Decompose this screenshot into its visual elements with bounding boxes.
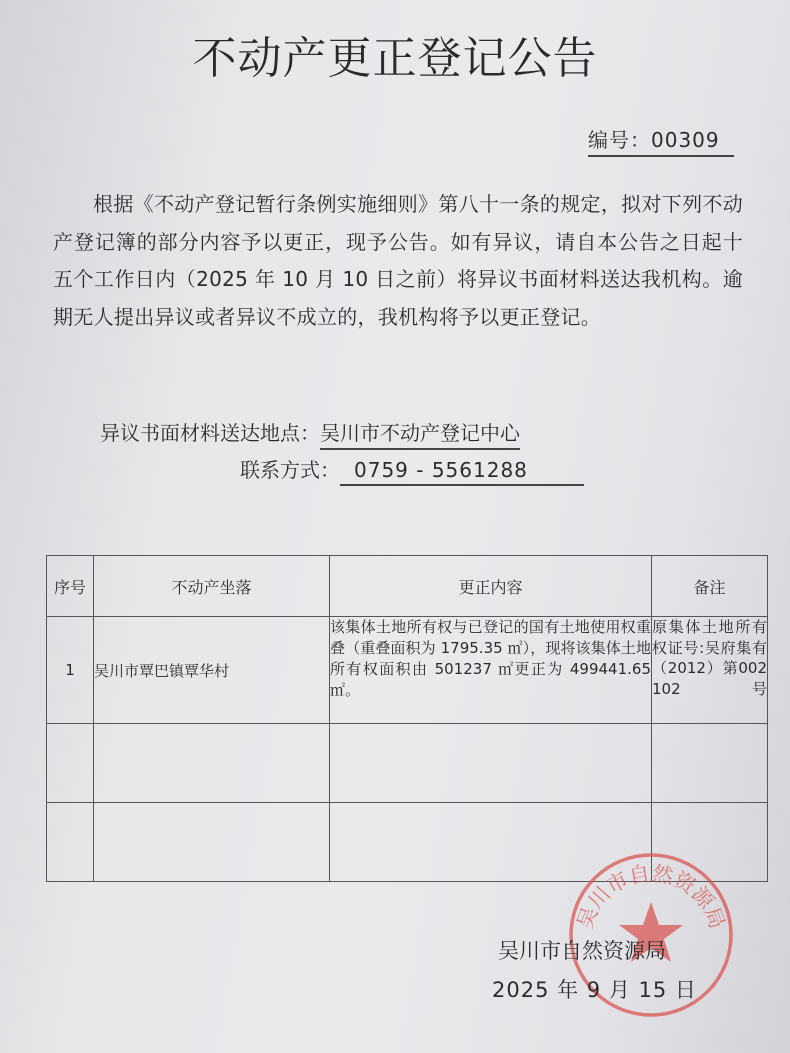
contact-value: 0759 - 5561288 [340,458,584,486]
issue-date: 2025 年 9 月 15 日 [492,978,697,1002]
notice-title: 不动产更正登记公告 [192,33,598,84]
table-row [47,617,768,724]
body-paragraph: 根据《不动产登记暂行条例实施细则》第八十一条的规定，拟对下列不动产登记簿的部分内容予以更正，现予公告。如有异议，请自本公告之日起十五个工作日内（2025 年 10 月 10 日之前）将异议书面材料送达我机构。逾期无人提出异议或者异议不成立的，我机构将予以更正登记。 [53,192,743,329]
cell-note [652,724,768,803]
cell-seq [47,724,94,803]
header-note: 备注 [652,556,768,617]
cell-seq: 1 [47,617,94,724]
cell-content [330,724,652,803]
header-content: 更正内容 [330,556,652,617]
correction-table [46,555,768,882]
document-number: 编号：00309 [588,124,734,157]
issuer-name: 吴川市自然资源局 [498,939,666,963]
notice-body [53,186,743,336]
objection-address-value: 吴川市不动产登记中心 [320,417,520,450]
header-seq: 序号 [47,556,94,617]
header-location: 不动产坐落 [94,556,330,617]
cell-note: 原集体土地所有权证号:吴府集有（2012）第002102号 [652,617,768,724]
table-row [47,724,768,803]
objection-address-label: 异议书面材料送达地点： [100,421,320,445]
table-header-row [47,556,768,617]
cell-location: 吴川市覃巴镇覃华村 [94,617,330,724]
cell-location [94,803,330,882]
objection-address-row [100,417,520,450]
cell-location [94,724,330,803]
seal-text: 吴川市自然资源局 [572,861,730,932]
cell-content: 该集体土地所有权与已登记的国有土地使用权重叠（重叠面积为 1795.35 ㎡），现将该集体土地所有权面积由 501237 ㎡更正为 499441.65 ㎡。 [330,617,652,724]
contact-row [240,454,584,486]
contact-label: 联系方式： [240,458,340,482]
cell-seq [47,803,94,882]
